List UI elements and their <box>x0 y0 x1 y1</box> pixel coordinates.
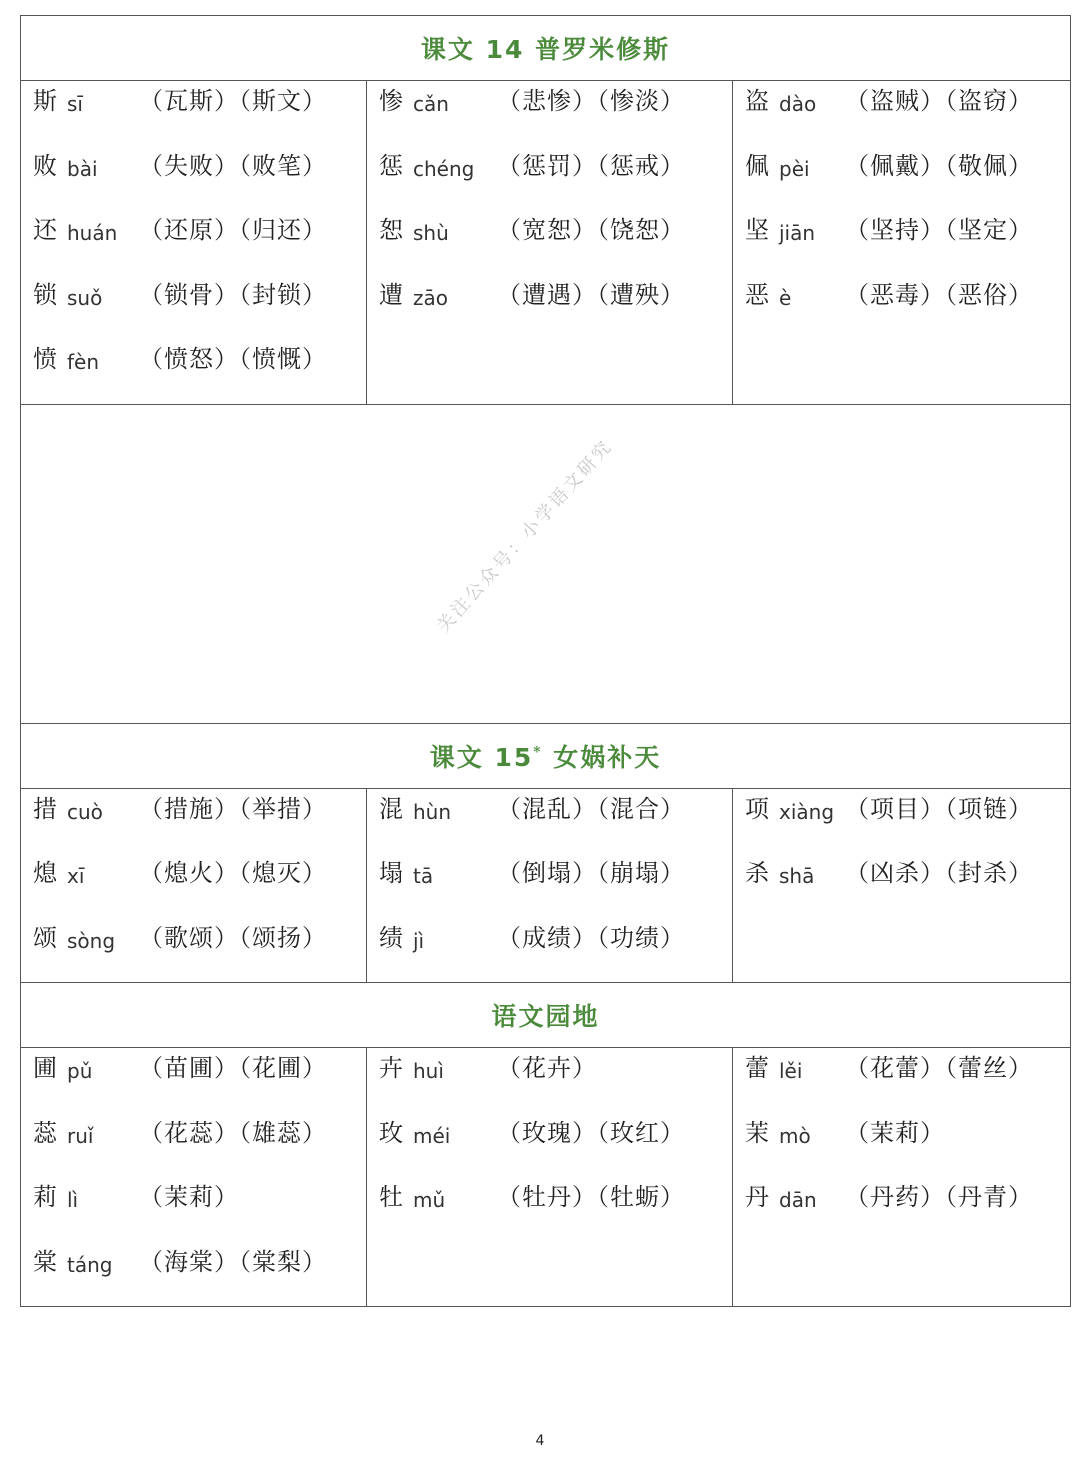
vocab-words: （失败）（败笔） <box>139 151 327 180</box>
word-column <box>367 1048 733 1307</box>
vocab-pinyin: hùn <box>413 799 452 824</box>
vocab-words: （锁骨）（封锁） <box>139 280 327 309</box>
vocab-pinyin: sī <box>67 92 83 116</box>
vocab-pinyin: chéng <box>413 156 475 181</box>
vocab-character: 恶 <box>745 280 769 309</box>
vocab-entry <box>733 853 1070 918</box>
vocab-pinyin: sòng <box>67 928 116 953</box>
vocab-pinyin: mǔ <box>413 1188 446 1212</box>
vocab-character: 塌 <box>379 859 403 887</box>
blank-writing-area <box>21 404 1071 723</box>
vocab-words: （措施）（举措） <box>139 794 327 823</box>
vocab-character: 项 <box>745 794 769 823</box>
vocab-pinyin: jiān <box>779 221 816 245</box>
section-title-number: 15 <box>494 742 534 772</box>
vocab-pinyin: fèn <box>67 350 100 374</box>
vocab-words: （茉莉） <box>845 1118 945 1147</box>
vocab-words: （成绩）（功绩） <box>497 923 685 952</box>
section-title-row <box>21 723 1071 788</box>
vocab-character: 茉 <box>745 1118 769 1147</box>
vocab-entry <box>733 1177 1070 1242</box>
vocab-words: （悲惨）（惨淡） <box>497 87 685 115</box>
section-title-mark: * <box>533 744 543 761</box>
vocab-words: （遭遇）（遭殃） <box>497 280 685 309</box>
vocab-words: （凶杀）（封杀） <box>845 859 1033 887</box>
vocab-character: 遭 <box>379 280 403 309</box>
vocab-entry <box>733 1048 1070 1113</box>
vocab-pinyin: xiàng <box>779 799 835 824</box>
vocab-entry <box>733 146 1070 211</box>
vocabulary-table <box>20 15 1071 1307</box>
word-column <box>367 788 733 983</box>
vocab-words: （项目）（项链） <box>845 794 1033 823</box>
section-title-name: 普罗米修斯 <box>535 35 671 64</box>
vocab-pinyin: tā <box>413 864 434 888</box>
section-content-row <box>21 1048 1071 1307</box>
vocab-character: 棠 <box>33 1247 57 1276</box>
vocab-pinyin: suǒ <box>67 285 103 310</box>
vocab-words: （瓦斯）（斯文） <box>139 87 327 115</box>
vocab-entry <box>367 1177 732 1242</box>
vocab-pinyin: bài <box>67 156 98 181</box>
vocab-entry <box>733 210 1070 275</box>
section-content-row <box>21 81 1071 405</box>
vocab-character: 熄 <box>33 859 57 887</box>
vocab-entry <box>21 81 366 146</box>
section-title-row <box>21 983 1071 1048</box>
vocab-words: （宽恕）（饶恕） <box>497 216 685 244</box>
vocab-pinyin: shā <box>779 864 815 888</box>
vocab-words: （佩戴）（敬佩） <box>845 151 1033 180</box>
vocab-entry <box>21 1177 366 1242</box>
vocab-entry <box>21 210 366 275</box>
vocab-pinyin: méi <box>413 1123 451 1148</box>
vocab-entry <box>367 210 732 275</box>
vocab-pinyin: zāo <box>413 285 448 310</box>
vocab-character: 圃 <box>33 1054 57 1082</box>
vocab-character: 玫 <box>379 1118 403 1147</box>
vocab-words: （恶毒）（恶俗） <box>845 280 1033 309</box>
blank-cell <box>21 404 1071 723</box>
vocab-entry <box>21 1048 366 1113</box>
word-column <box>21 1048 367 1307</box>
word-column <box>21 788 367 983</box>
vocab-pinyin: dān <box>779 1188 817 1212</box>
vocab-character: 蕾 <box>745 1054 769 1082</box>
vocab-words: （玫瑰）（玫红） <box>497 1118 685 1147</box>
vocab-entry <box>21 275 366 340</box>
vocab-pinyin: cuò <box>67 799 103 824</box>
vocab-character: 败 <box>33 151 57 180</box>
vocab-character: 丹 <box>745 1183 769 1211</box>
section-content-row <box>21 788 1071 983</box>
vocab-pinyin: lěi <box>779 1059 803 1083</box>
vocab-character: 绩 <box>379 923 403 952</box>
vocab-entry <box>21 339 366 404</box>
vocab-words: （丹药）（丹青） <box>845 1183 1033 1211</box>
vocab-pinyin: ruǐ <box>67 1123 94 1148</box>
vocab-character: 锁 <box>33 280 57 309</box>
vocab-pinyin: huán <box>67 221 118 245</box>
vocab-pinyin: pèi <box>779 156 810 181</box>
vocab-character: 混 <box>379 794 403 823</box>
vocab-pinyin: dào <box>779 92 817 116</box>
vocab-pinyin: mò <box>779 1123 811 1148</box>
section-title <box>21 983 1071 1048</box>
vocab-entry <box>21 1113 366 1178</box>
vocab-words: （歌颂）（颂扬） <box>139 923 327 952</box>
vocab-character: 措 <box>33 794 57 823</box>
vocab-words: （盗贼）（盗窃） <box>845 87 1033 115</box>
vocab-words: （花蕊）（雄蕊） <box>139 1118 327 1147</box>
vocab-character: 坚 <box>745 216 769 244</box>
vocab-character: 恕 <box>379 216 403 244</box>
word-column <box>21 81 367 405</box>
vocab-entry <box>733 789 1070 854</box>
vocab-entry <box>367 853 732 918</box>
section-title-number: 14 <box>485 35 525 64</box>
section-title-prefix: 课文 <box>420 35 475 64</box>
vocab-character: 盗 <box>745 87 769 115</box>
vocab-entry <box>21 918 366 983</box>
vocab-pinyin: táng <box>67 1252 113 1277</box>
vocab-character: 愤 <box>33 345 57 373</box>
vocab-entry <box>21 853 366 918</box>
vocab-pinyin: è <box>779 285 792 310</box>
vocab-pinyin: jì <box>413 928 425 953</box>
vocab-entry <box>733 81 1070 146</box>
vocab-character: 莉 <box>33 1183 57 1211</box>
word-column <box>733 1048 1071 1307</box>
vocab-words: （惩罚）（惩戒） <box>497 151 685 180</box>
vocab-words: （牡丹）（牡蛎） <box>497 1183 685 1211</box>
vocab-character: 颂 <box>33 923 57 952</box>
vocab-entry <box>21 146 366 211</box>
section-title <box>21 723 1071 788</box>
vocab-words: （茉莉） <box>139 1183 239 1211</box>
vocab-character: 牡 <box>379 1183 403 1211</box>
vocab-pinyin: cǎn <box>413 92 449 116</box>
vocab-words: （海棠）（棠梨） <box>139 1247 327 1276</box>
vocab-entry <box>367 81 732 146</box>
section-title-prefix: 课文 <box>429 742 484 772</box>
vocab-entry <box>733 275 1070 340</box>
vocab-entry <box>733 1113 1070 1178</box>
vocab-entry <box>367 146 732 211</box>
vocab-character: 还 <box>33 216 57 244</box>
vocab-entry <box>21 1242 366 1307</box>
vocab-entry <box>367 918 732 983</box>
word-column <box>733 81 1071 405</box>
vocab-words: （熄火）（熄灭） <box>139 859 327 887</box>
page-number: 4 <box>535 1433 545 1449</box>
vocabulary-sheet <box>20 15 1070 1307</box>
vocab-words: （花蕾）（蕾丝） <box>845 1054 1033 1082</box>
vocab-pinyin: pǔ <box>67 1059 93 1083</box>
vocab-entry <box>367 1113 732 1178</box>
section-title-row <box>21 16 1071 81</box>
vocab-character: 杀 <box>745 859 769 887</box>
word-column <box>367 81 733 405</box>
vocab-pinyin: lì <box>67 1188 79 1212</box>
vocab-character: 斯 <box>33 87 57 115</box>
vocab-entry <box>367 1048 732 1113</box>
vocab-words: （花卉） <box>497 1054 597 1082</box>
vocab-words: （坚持）（坚定） <box>845 216 1033 244</box>
section-title-name: 女娲补天 <box>553 742 662 772</box>
watermark: 关注公众号：小学语文研究 <box>432 435 618 637</box>
vocab-words: （倒塌）（崩塌） <box>497 859 685 887</box>
vocab-words: （还原）（归还） <box>139 216 327 244</box>
vocab-entry <box>367 789 732 854</box>
section-title <box>21 16 1071 81</box>
vocab-character: 卉 <box>379 1054 403 1082</box>
vocab-words: （苗圃）（花圃） <box>139 1054 327 1082</box>
word-column <box>733 788 1071 983</box>
vocab-pinyin: xī <box>67 864 85 888</box>
vocab-entry <box>367 275 732 340</box>
section-title-name: 语文园地 <box>491 1002 600 1031</box>
vocab-words: （愤怒）（愤慨） <box>139 345 327 373</box>
vocab-pinyin: huì <box>413 1059 444 1083</box>
vocab-character: 蕊 <box>33 1118 57 1147</box>
vocab-character: 惨 <box>379 87 403 115</box>
vocab-entry <box>21 789 366 854</box>
vocab-character: 佩 <box>745 151 769 180</box>
vocab-pinyin: shù <box>413 221 449 245</box>
vocab-character: 惩 <box>379 151 403 180</box>
vocab-words: （混乱）（混合） <box>497 794 685 823</box>
